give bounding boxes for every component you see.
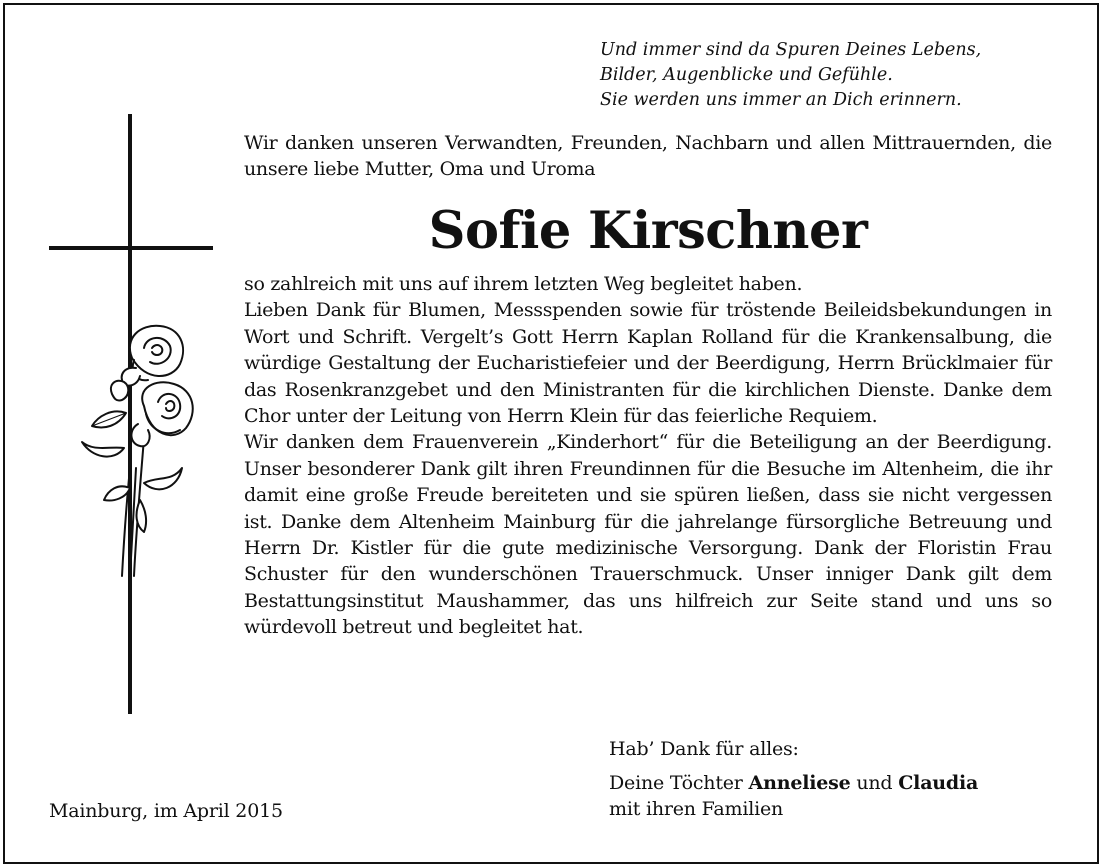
closing-signature xyxy=(609,736,978,822)
motto-quote xyxy=(600,38,981,113)
body-paragraph: Wir danken dem Frauenverein „Kinderhort“ für die Beteiligung an der Beerdigung. Unser besonderer Dank gilt ihren Freundinnen für die Besuche im Altenheim, die ihr damit eine große Freude bereiteten und sie spüren ließen, dass sie nicht vergessen ist. Danke dem Altenheim Mainburg für die jahrelange fürsorgliche Betreuung und Herrn Dr. Kistler für die gute medizinische Versorgung. Dank der Floristin Frau Schuster für den wunderschönen Trauerschmuck. Unser inniger Dank gilt dem Bestattungsinstitut Maushammer, das uns hilfreich zur Seite stand und uns so würdevoll betreut und begleitet hat. xyxy=(244,431,1052,639)
signature-families: mit ihren Familien xyxy=(609,798,784,820)
daughter-name: Anneliese xyxy=(748,772,851,794)
roses-icon xyxy=(74,318,204,578)
signature-and: und xyxy=(856,772,893,794)
motto-line: Sie werden uns immer an Dich erinnern. xyxy=(600,90,962,110)
thanks-body xyxy=(244,271,1052,641)
deceased-name: Sofie Kirschner xyxy=(428,201,868,261)
motto-line: Bilder, Augenblicke und Gefühle. xyxy=(600,65,893,85)
daughter-name: Claudia xyxy=(898,772,979,794)
cross-horizontal-bar xyxy=(49,246,213,250)
place-date: Mainburg, im April 2015 xyxy=(49,800,283,822)
motto-line: Und immer sind da Spuren Deines Lebens, xyxy=(600,40,982,60)
closing-thanks: Hab’ Dank für alles: xyxy=(609,738,799,760)
body-paragraph: Lieben Dank für Blumen, Messspenden sowie für tröstende Beileidsbekundungen in Wort und Schrift. Vergelt’s Gott Herrn Kaplan Rolland für die Krankensalbung, die würdige Gestaltung der Eucharistiefeier und der Beerdigung, Herrn Brücklmaier für das Rosenkranzgebet und den Ministranten für die kirchlichen Dienste. Danke dem Chor unter der Leitung von Herrn Klein für das feierliche Requiem. xyxy=(244,299,1052,428)
signature-line xyxy=(609,770,978,796)
intro-text: Wir danken unseren Verwandten, Freunden, Nachbarn und allen Mittrauernden, die unsere liebe Mutter, Oma und Uroma xyxy=(244,132,1052,181)
body-paragraph: so zahlreich mit uns auf ihrem letzten Weg begleitet haben. xyxy=(244,273,803,295)
signature-prefix: Deine Töchter xyxy=(609,772,743,794)
